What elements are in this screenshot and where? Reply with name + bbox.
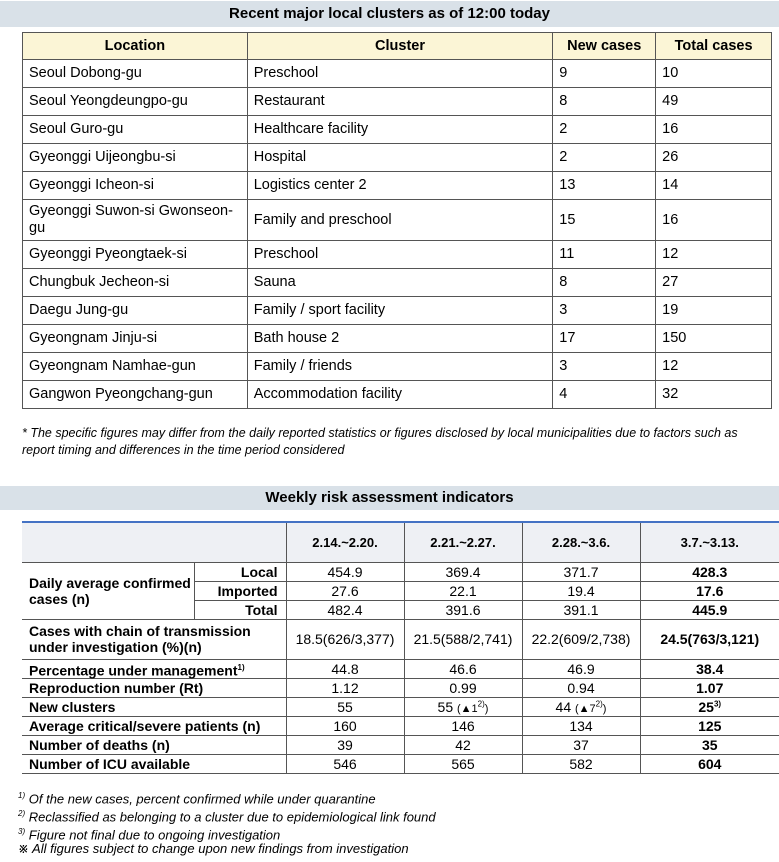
cluster-sup: 3) (713, 699, 722, 709)
new-cases-cell: 4 (553, 381, 656, 409)
cluster-cell: Preschool (247, 60, 553, 88)
footnote-mark: 2) (18, 808, 26, 818)
value: 44 (555, 699, 572, 716)
clusters-row (22, 698, 779, 717)
icu-label: Number of ICU available (22, 755, 286, 774)
value-cell: 38.4 (640, 659, 779, 679)
period-header: 2.21.~2.27. (404, 522, 522, 562)
daily-local-row (22, 562, 779, 581)
rt-label: Reproduction number (Rt) (22, 679, 286, 698)
total-cases-cell: 26 (656, 144, 772, 172)
value-cell: 24.5(763/3,121) (640, 619, 779, 659)
footnote-mark: 1) (18, 791, 26, 800)
location-cell: Chungbuk Jecheon-si (23, 269, 248, 297)
value-cell: 19.4 (522, 581, 640, 600)
new-cases-cell: 3 (553, 353, 656, 381)
daily-sub-local: Local (194, 562, 286, 581)
new-cases-cell: 11 (553, 241, 656, 269)
chain-row (22, 619, 779, 659)
chain-label: Cases with chain of transmission under investigation (%)(n) (22, 619, 286, 659)
value-cell: 0.99 (404, 679, 522, 698)
value-cell: 565 (404, 755, 522, 774)
table-row (23, 116, 772, 144)
table-row (23, 88, 772, 116)
total-cases-cell: 150 (656, 325, 772, 353)
footnote-2 (18, 807, 758, 825)
mgmt-sup: 1) (237, 662, 245, 672)
cluster-cell: Logistics center 2 (247, 172, 553, 200)
header-new-cases: New cases (553, 33, 656, 60)
total-cases-cell: 19 (656, 297, 772, 325)
footnote-text: Of the new cases, percent confirmed while under quarantine (28, 791, 376, 807)
risk-header-blank (22, 522, 286, 562)
table-row (23, 353, 772, 381)
value-cell: 17.6 (640, 581, 779, 600)
total-cases-cell: 12 (656, 241, 772, 269)
table-row (23, 325, 772, 353)
total-cases-cell: 16 (656, 116, 772, 144)
cluster-cell: Healthcare facility (247, 116, 553, 144)
period-header: 2.28.~3.6. (522, 522, 640, 562)
total-cases-cell: 14 (656, 172, 772, 200)
cluster-note: (▲7 (575, 703, 596, 716)
critical-label: Average critical/severe patients (n) (22, 717, 286, 736)
cluster-cell: Restaurant (247, 88, 553, 116)
value-cell: 46.9 (522, 659, 640, 679)
footnote-mark: ※ (18, 841, 29, 857)
new-cases-cell: 9 (553, 60, 656, 88)
value-cell: 546 (286, 755, 404, 774)
value-cell: 44.8 (286, 659, 404, 679)
footnote-mark: 3) (18, 826, 26, 836)
icu-row (22, 755, 779, 774)
clusters-footnote: * The specific figures may differ from the daily reported statistics or figures disclosed by local municipalities due to factors such as report timing and differences in the time period considered (22, 426, 738, 457)
cluster-cell: Accommodation facility (247, 381, 553, 409)
clusters-header-row (23, 33, 772, 60)
new-cases-cell: 17 (553, 325, 656, 353)
location-cell: Seoul Guro-gu (23, 116, 248, 144)
value: 25 (698, 699, 714, 716)
deaths-label: Number of deaths (n) (22, 736, 286, 755)
value-cell: 454.9 (286, 562, 404, 581)
new-cases-cell: 8 (553, 88, 656, 116)
location-cell: Gyeonggi Suwon-si Gwonseon-gu (23, 200, 248, 241)
total-cases-cell: 27 (656, 269, 772, 297)
new-cases-cell: 8 (553, 269, 656, 297)
footnote-text: All figures subject to change upon new findings from investigation (32, 841, 409, 857)
value-cell: 482.4 (286, 600, 404, 619)
mgmt-label: Percentage under management (29, 662, 238, 679)
value-cell: 604 (640, 755, 779, 774)
risk-table (22, 521, 779, 774)
value-cell: 134 (522, 717, 640, 736)
value-cell: 1.12 (286, 679, 404, 698)
value-cell: 371.7 (522, 562, 640, 581)
value-cell: 428.3 (640, 562, 779, 581)
daily-average-label: Daily average confirmed cases (n) (29, 574, 191, 607)
table-row (23, 297, 772, 325)
location-cell: Seoul Yeongdeungpo-gu (23, 88, 248, 116)
total-cases-cell: 32 (656, 381, 772, 409)
cluster-cell: Hospital (247, 144, 553, 172)
table-row (23, 241, 772, 269)
mgmt-row (22, 659, 779, 679)
value-cell: 55 (286, 698, 404, 717)
value-cell: 21.5(588/2,741) (404, 619, 522, 659)
total-cases-cell: 16 (656, 200, 772, 241)
new-cases-cell: 15 (553, 200, 656, 241)
footnote-text: Reclassified as belonging to a cluster due to epidemiological link found (28, 809, 436, 825)
table-row (23, 172, 772, 200)
value-cell: 39 (286, 736, 404, 755)
value-cell: 445.9 (640, 600, 779, 619)
footnote-text: Figure not final due to ongoing investigation (28, 826, 281, 842)
value-cell: 391.6 (404, 600, 522, 619)
value-cell: 22.2(609/2,738) (522, 619, 640, 659)
table-row (23, 269, 772, 297)
value-cell: 1.07 (640, 679, 779, 698)
daily-sub-imported: Imported (194, 581, 286, 600)
table-row (23, 200, 772, 241)
value-cell (522, 698, 640, 717)
location-cell: Gyeonggi Uijeongbu-si (23, 144, 248, 172)
value-cell: 37 (522, 736, 640, 755)
value-cell: 391.1 (522, 600, 640, 619)
footnote-4 (18, 842, 758, 857)
footnote-1 (18, 789, 758, 807)
table-row (23, 381, 772, 409)
value-cell: 22.1 (404, 581, 522, 600)
value-cell (640, 698, 779, 717)
value-cell: 42 (404, 736, 522, 755)
critical-row (22, 717, 779, 736)
cluster-cell: Family / sport facility (247, 297, 553, 325)
value-cell: 35 (640, 736, 779, 755)
new-cases-cell: 13 (553, 172, 656, 200)
cluster-cell: Bath house 2 (247, 325, 553, 353)
period-header: 2.14.~2.20. (286, 522, 404, 562)
table-row (23, 144, 772, 172)
total-cases-cell: 49 (656, 88, 772, 116)
header-cluster: Cluster (247, 33, 553, 60)
new-cases-cell: 2 (553, 144, 656, 172)
cluster-cell: Family / friends (247, 353, 553, 381)
risk-title: Weekly risk assessment indicators (0, 486, 779, 510)
location-cell: Gangwon Pyeongchang-gun (23, 381, 248, 409)
value-cell: 369.4 (404, 562, 522, 581)
header-total-cases: Total cases (656, 33, 772, 60)
value-cell: 160 (286, 717, 404, 736)
value-cell: 46.6 (404, 659, 522, 679)
cluster-sup: 2) (477, 699, 485, 709)
period-header: 3.7.~3.13. (640, 522, 779, 562)
value: 55 (437, 699, 454, 716)
cluster-close: ) (484, 703, 489, 716)
footnote-3 (18, 825, 758, 843)
footnotes (18, 789, 758, 857)
total-cases-cell: 12 (656, 353, 772, 381)
rt-row (22, 679, 779, 698)
value-cell: 125 (640, 717, 779, 736)
value-cell: 146 (404, 717, 522, 736)
deaths-row (22, 736, 779, 755)
new-clusters-label: New clusters (22, 698, 286, 717)
mgmt-label-cell (22, 659, 286, 679)
cluster-note: (▲1 (457, 703, 478, 716)
total-cases-cell: 10 (656, 60, 772, 88)
value-cell: 18.5(626/3,377) (286, 619, 404, 659)
value-cell: 582 (522, 755, 640, 774)
cluster-sup: 2) (595, 699, 603, 709)
location-cell: Gyeongnam Jinju-si (23, 325, 248, 353)
daily-sub-total: Total (194, 600, 286, 619)
clusters-title: Recent major local clusters as of 12:00 today (0, 1, 779, 27)
location-cell: Gyeonggi Pyeongtaek-si (23, 241, 248, 269)
cluster-cell: Preschool (247, 241, 553, 269)
new-cases-cell: 3 (553, 297, 656, 325)
location-cell: Gyeongnam Namhae-gun (23, 353, 248, 381)
location-cell: Seoul Dobong-gu (23, 60, 248, 88)
cluster-cell: Sauna (247, 269, 553, 297)
value-cell (404, 698, 522, 717)
header-location: Location (23, 33, 248, 60)
value-cell: 0.94 (522, 679, 640, 698)
risk-header-row (22, 522, 779, 562)
value-cell: 27.6 (286, 581, 404, 600)
cluster-close: ) (602, 703, 607, 716)
location-cell: Gyeonggi Icheon-si (23, 172, 248, 200)
new-cases-cell: 2 (553, 116, 656, 144)
clusters-table (22, 32, 772, 409)
table-row (23, 60, 772, 88)
location-cell: Daegu Jung-gu (23, 297, 248, 325)
cluster-cell: Family and preschool (247, 200, 553, 241)
